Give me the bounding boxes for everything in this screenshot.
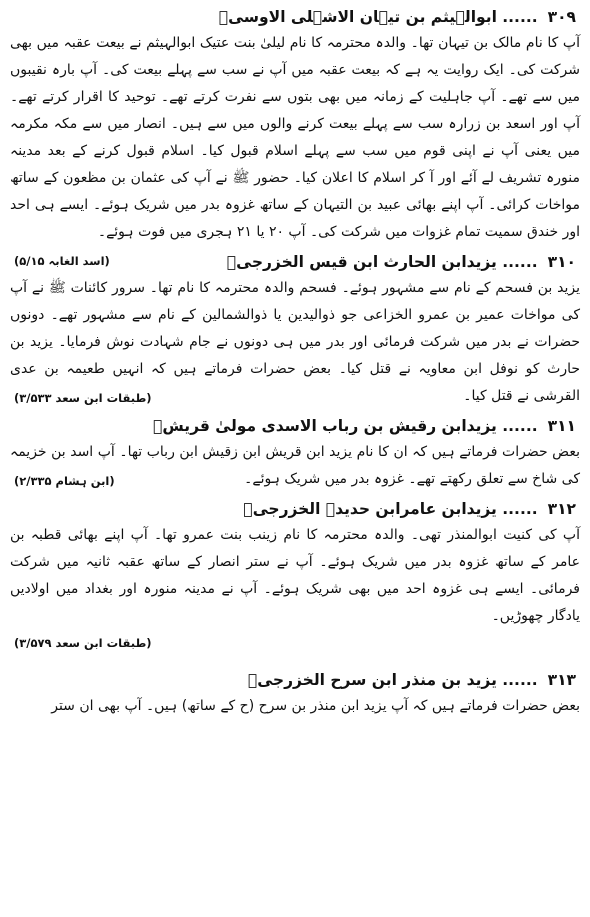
entry-title: ...... ابوالہیثم بن تیہان الاشہلی الاوسیؓ — [218, 8, 538, 26]
entry-heading — [10, 496, 580, 522]
spacer — [10, 659, 580, 667]
entry-313 — [10, 667, 580, 720]
entry-title: ...... یزیدابن رقیش بن رباب الاسدی مولیٰ قریشؓ — [153, 417, 538, 435]
citation: (طبقات ابن سعد ٣/۵٣٣) — [14, 391, 152, 405]
entry-text — [10, 439, 580, 493]
citation: (ابن ہشام ٢/٣٣۵) — [14, 474, 115, 488]
entry-heading — [10, 4, 580, 30]
entry-text — [10, 275, 580, 410]
entry-title: ...... یزید بن منذر ابن سرح الخزرجیؓ — [247, 671, 538, 689]
entry-text: بعض حضرات فرماتے ہیں کہ آپ یزید ابن منذر بن سرح (ح کے ساتھ) ہیں۔ آپ بھی ان ستر — [51, 698, 580, 714]
entry-heading — [10, 413, 580, 439]
entry-heading — [10, 667, 580, 693]
entry-heading — [110, 249, 580, 275]
entry-number: ٣١٠ — [547, 253, 576, 271]
entry-body: یزید بن فسحم کے نام سے مشہور ہوئے۔ فسحم والدہ محترمہ کا نام تھا۔ سرور کائنات ﷺ نے آپ کی مواخات عمیر بن عمرو الخزاعی جو ذوالیدین یا ذوالشمالین کے نام سے مشہور تھے۔ دونوں حضرات نے بدر میں شرکت فرمائی اور بدر میں ہی دونوں نے جام شہادت نوش فرمایا۔ یزید بن حارث کو نوفل ابن معاویہ نے قتل کیا۔ بعض حضرات فرماتے ہیں کہ انہیں طعیمہ بن عدی القرشی نے قتل کیا۔ — [10, 280, 580, 404]
citation: (اسد الغابہ ۵/١۵) — [14, 254, 110, 268]
entry-body: بعض حضرات فرماتے ہیں کہ ان کا نام یزید ابن قریش ابن زقیش ابن رباب تھا۔ آپ اسد بن خزیمہ کی شاخ سے تعلق رکھتے تھے۔ غزوہ بدر میں شریک ہوئے۔ — [10, 444, 580, 487]
entry-311 — [10, 413, 580, 493]
entry-number: ٣١١ — [547, 417, 576, 435]
citation: (طبقات ابن سعد ٣/۵٧٩) — [14, 636, 152, 650]
entry-number: ٣١٣ — [547, 671, 576, 689]
entry-title: ...... یزیدابن عامرابن حدیدہ الخزرجیؓ — [243, 500, 538, 518]
entry-312 — [10, 496, 580, 656]
entry-number: ٣٠٩ — [547, 8, 576, 26]
entry-title: ...... یزیدابن الحارث ابن قیس الخزرجیؓ — [226, 253, 538, 271]
entry-text: آپ کی کنیت ابوالمنذر تھی۔ والدہ محترمہ کا نام زینب بنت عمرو تھا۔ آپ اپنے بھائی قطبہ بن عامر کے ساتھ غزوہ بدر میں شریک ہوئے۔ آپ نے ستر انصار کے ساتھ عقبہ ثانیہ میں شرکت فرمائی۔ ایسے ہی غزوہ احد میں بھی شریک ہوئے۔ آپ نے مدینہ منورہ اور بغداد میں اولادیں یادگار چھوڑیں۔ — [10, 527, 580, 624]
entry-number: ٣١٢ — [547, 500, 576, 518]
entry-body: آپ کا نام مالک بن تیہان تھا۔ والدہ محترمہ کا نام لیلیٰ بنت عتیک ابوالہیثم نے بیعت عقبہ میں بھی شرکت کی۔ ایک روایت یہ ہے کہ بیعت عقبہ میں آپ نے سب سے پہلے بیعت کی۔ آپ بارہ نقیبوں میں سے تھے۔ آپ جاہلیت کے زمانہ میں بھی بتوں سے نفرت کرتے تھے۔ توحید کا اقرار کرتے تھے۔ آپ اور اسعد بن زرارہ سب سے پہلے بیعت کرنے والوں میں سے ہیں۔ انصار میں سے مکہ مکرمہ میں یعنی آپ نے اپنی قوم میں سب سے پہلے اسلام قبول کیا۔ اسلام قبول کرنے کے بعد مدینہ منورہ تشریف لے آئے اور آ کر اسلام کا اعلان کیا۔ حضور ﷺ نے آپ کی عثمان بن مظعون کے ساتھ مواخات کرائی۔ آپ اپنے بھائی عبید بن التیہان کے ساتھ غزوہ بدر میں شریک ہوئے۔ ایسے ہی احد اور خندق سمیت تمام غزوات میں شرکت کی۔ آپ ٢٠ یا ٢١ ہجری میں فوت ہوئے۔ — [10, 35, 580, 240]
